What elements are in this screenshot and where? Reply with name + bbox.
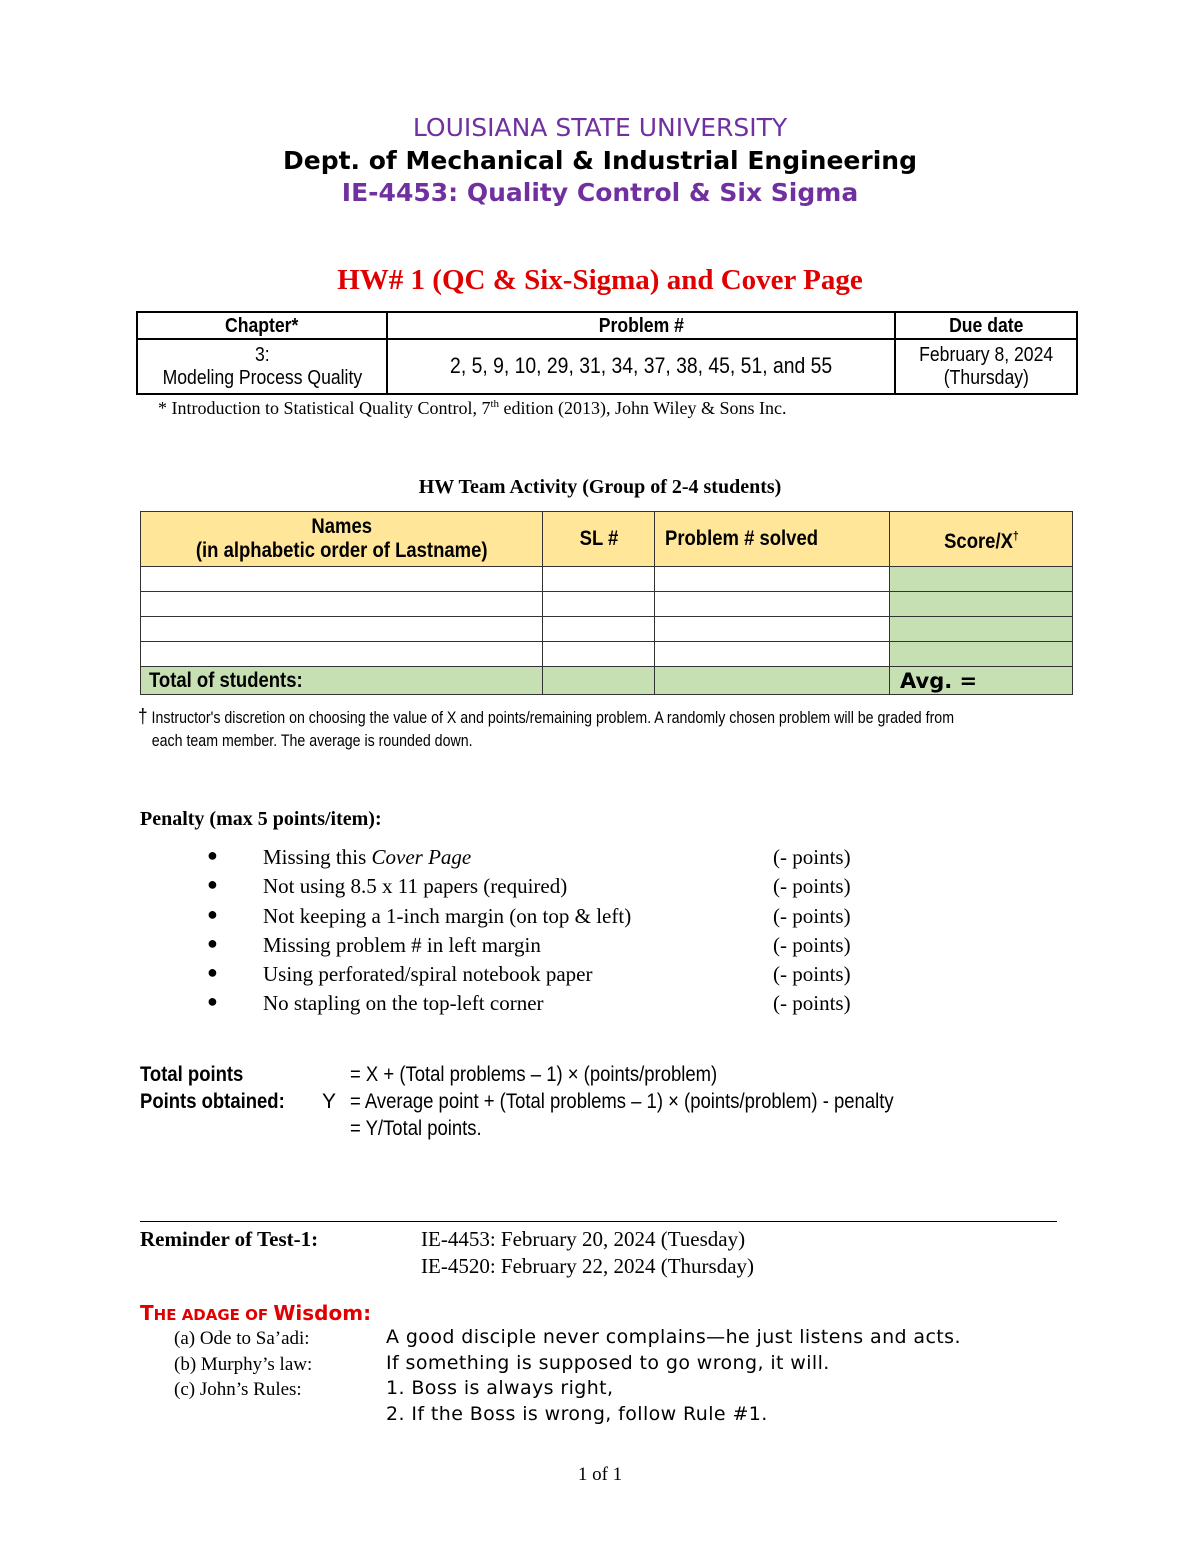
ratio-formula: = Y/Total points. [350, 1117, 482, 1140]
department-name: Dept. of Mechanical & Industrial Engineering [283, 146, 917, 175]
adage-text-b: If something is supposed to go wrong, it will. [386, 1352, 830, 1374]
header-problem-solved: Problem # solved [655, 512, 890, 567]
name-cell[interactable] [141, 592, 543, 617]
problem-solved-cell[interactable] [655, 592, 890, 617]
problem-solved-cell[interactable] [655, 567, 890, 592]
chapter-cell: 3: Modeling Process Quality [137, 339, 387, 394]
adage-label-b: (b) Murphy’s law: [174, 1354, 313, 1375]
name-cell[interactable] [141, 567, 543, 592]
name-cell[interactable] [141, 642, 543, 667]
score-cell[interactable] [890, 617, 1073, 642]
bullet-icon: ● [207, 874, 218, 894]
header-due-date: Due date [895, 312, 1077, 339]
sl-cell[interactable] [543, 617, 655, 642]
course-title: IE-4453: Quality Control & Six Sigma [341, 178, 859, 207]
due-date-cell: February 8, 2024 (Thursday) [895, 339, 1077, 394]
team-member-row [141, 642, 1073, 667]
team-table [140, 511, 1073, 695]
header-problem: Problem # [387, 312, 895, 339]
adage-text-a: A good disciple never complains—he just listens and acts. [386, 1326, 961, 1348]
total-problem-cell[interactable] [655, 667, 890, 695]
bullet-icon: ● [207, 991, 218, 1011]
adage-label-c: (c) John’s Rules: [174, 1379, 302, 1400]
team-member-row [141, 567, 1073, 592]
score-cell[interactable] [890, 567, 1073, 592]
divider-line [140, 1221, 1057, 1222]
page-number: 1 of 1 [577, 1464, 623, 1485]
header-sl: SL # [543, 512, 655, 567]
assignment-row [137, 339, 1077, 394]
team-member-row [141, 617, 1073, 642]
penalty-title: Penalty (max 5 points/item): [140, 808, 382, 830]
total-sl-cell[interactable] [543, 667, 655, 695]
university-name: LOUISIANA STATE UNIVERSITY [412, 113, 788, 142]
reminder-ie4453: IE-4453: February 20, 2024 (Tuesday) [421, 1227, 746, 1251]
total-students-label: Total of students: [141, 667, 543, 695]
header-names: Names (in alphabetic order of Lastname) [141, 512, 543, 567]
team-activity-title: HW Team Activity (Group of 2-4 students) [418, 476, 782, 498]
avg-label: Avg. = [890, 667, 1073, 695]
adage-text-c: 1. Boss is always right, [386, 1377, 614, 1399]
sl-cell[interactable] [543, 592, 655, 617]
sl-cell[interactable] [543, 567, 655, 592]
team-member-row [141, 592, 1073, 617]
assignment-header-row [137, 312, 1077, 339]
instructor-note: † Instructor's discretion on choosing the value of X and points/remaining problem. A randomly chosen problem will be graded from each team member. The average is rounded down. [138, 706, 955, 750]
total-points-label: Total points [140, 1063, 244, 1086]
name-cell[interactable] [141, 617, 543, 642]
reminder-label: Reminder of Test-1: [140, 1227, 319, 1251]
header-chapter: Chapter* [137, 312, 387, 339]
total-points-formula: = X + (Total problems – 1) × (points/problem) [350, 1063, 718, 1086]
adage-text-c2: 2. If the Boss is wrong, follow Rule #1. [386, 1403, 768, 1425]
problem-solved-cell[interactable] [655, 642, 890, 667]
header-score: Score/X† [890, 512, 1073, 567]
team-header-row [141, 512, 1073, 567]
sl-cell[interactable] [543, 642, 655, 667]
score-cell[interactable] [890, 642, 1073, 667]
points-obtained-var: Y [322, 1090, 337, 1113]
problem-solved-cell[interactable] [655, 617, 890, 642]
textbook-footnote: * Introduction to Statistical Quality Control, 7th edition (2013), John Wiley & Sons Inc. [158, 398, 787, 418]
reminder-ie4520: IE-4520: February 22, 2024 (Thursday) [421, 1254, 755, 1278]
assignment-table [136, 311, 1078, 395]
bullet-icon: ● [207, 933, 218, 953]
adage-label-a: (a) Ode to Sa’adi: [174, 1328, 310, 1349]
team-total-row [141, 667, 1073, 695]
bullet-icon: ● [207, 904, 218, 924]
adage-title: THE ADAGE OF Wisdom: [140, 1301, 372, 1325]
bullet-icon: ● [207, 962, 218, 982]
points-obtained-formula: = Average point + (Total problems – 1) × (points/problem) - penalty [350, 1090, 894, 1113]
bullet-icon: ● [207, 845, 218, 865]
hw-title: HW# 1 (QC & Six-Sigma) and Cover Page [337, 264, 863, 296]
points-obtained-label: Points obtained: [140, 1090, 285, 1113]
problems-cell: 2, 5, 9, 10, 29, 31, 34, 37, 38, 45, 51, and 55 [387, 339, 895, 394]
score-cell[interactable] [890, 592, 1073, 617]
